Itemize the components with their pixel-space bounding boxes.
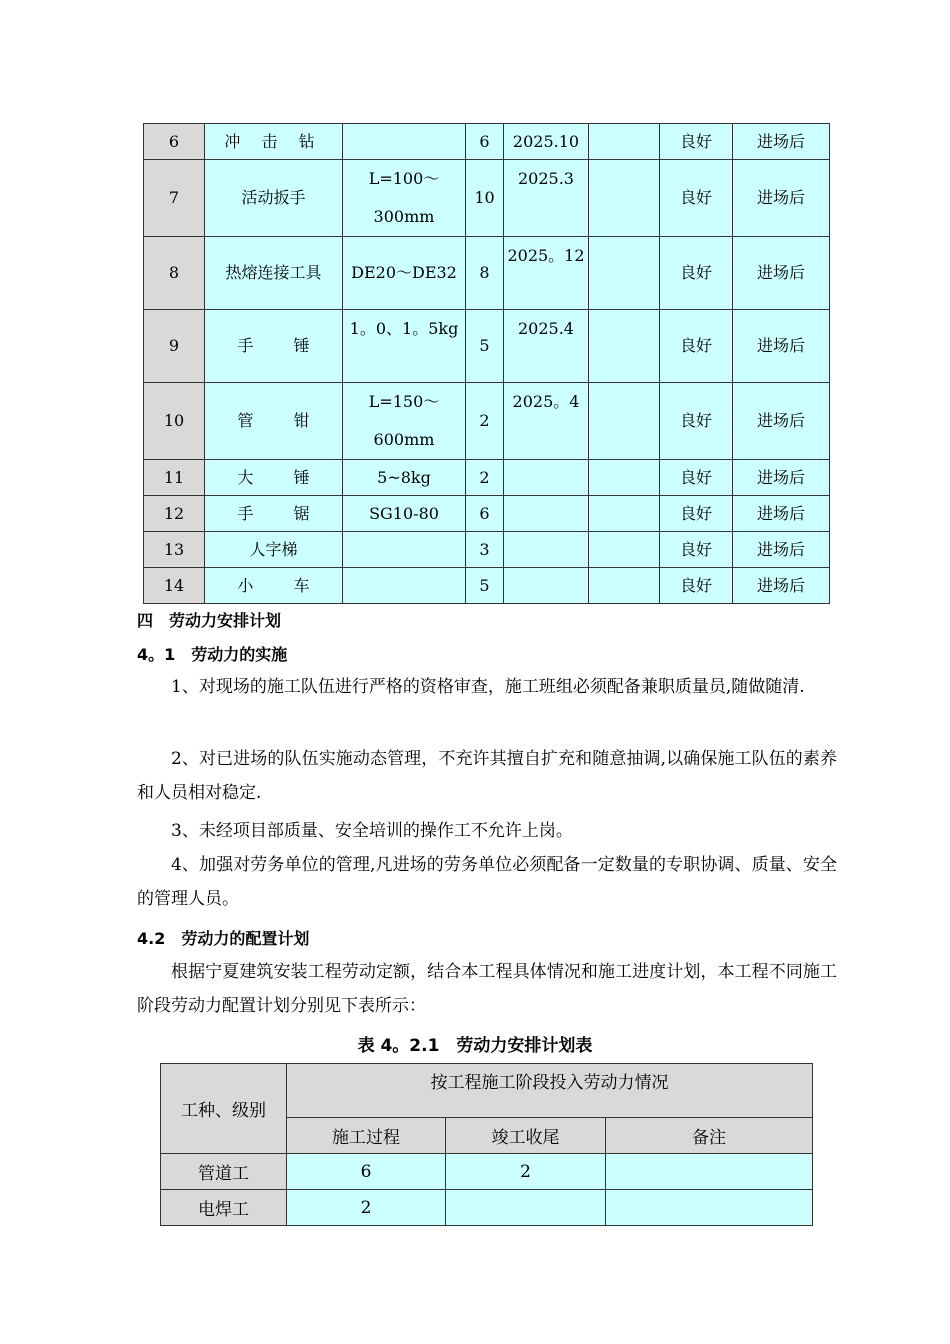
tool-qty: 10 [466,160,504,237]
tool-date: 2025.3 [504,160,589,237]
table-row [161,1190,813,1226]
tool-name: 手 锤 [205,310,343,383]
tool-qty: 8 [466,237,504,310]
tool-name: 手 锯 [205,496,343,532]
table-row [144,496,830,532]
table-row [144,160,830,237]
tool-name: 小 车 [205,568,343,604]
row-number: 6 [144,124,205,160]
row-number: 7 [144,160,205,237]
row-number: 14 [144,568,205,604]
tool-name: 大 锤 [205,460,343,496]
tool-date: 2025。4 [504,383,589,460]
tool-spec: DE20～DE32 [343,237,466,310]
empty-cell [589,532,660,568]
tool-spec [343,532,466,568]
table-row [144,237,830,310]
table-caption: 表 4。2.1 劳动力安排计划表 [357,1036,593,1056]
process-count: 2 [287,1190,446,1226]
tool-spec: 5~8kg [343,460,466,496]
tool-time: 进场后 [733,496,830,532]
note [606,1154,813,1190]
tool-state: 良好 [660,532,733,568]
finish-count [446,1190,606,1226]
tool-name: 管 钳 [205,383,343,460]
paragraph: 根据宁夏建筑安装工程劳动定额，结合本工程具体情况和施工进度计划，本工程不同施工阶段劳动力配置计划分别见下表所示： [137,962,837,1016]
empty-cell [589,160,660,237]
tool-qty: 6 [466,124,504,160]
tool-spec: 1。0、1。5kg [343,310,466,383]
tool-qty: 5 [466,310,504,383]
tool-time: 进场后 [733,532,830,568]
tool-state: 良好 [660,568,733,604]
row-number: 13 [144,532,205,568]
column-header-note: 备注 [606,1118,813,1154]
empty-cell [589,496,660,532]
tool-time: 进场后 [733,160,830,237]
empty-cell [589,460,660,496]
worker-type: 管道工 [161,1154,287,1190]
tool-name: 冲 击 钻 [205,124,343,160]
empty-cell [589,568,660,604]
tool-time: 进场后 [733,124,830,160]
paragraph: 4、加强对劳务单位的管理,凡进场的劳务单位必须配备一定数量的专职协调、质量、安全的管理人员。 [137,855,837,909]
tool-name: 活动扳手 [205,160,343,237]
tool-state: 良好 [660,460,733,496]
group-header: 按工程施工阶段投入劳动力情况 [287,1064,813,1118]
tool-date: 2025.4 [504,310,589,383]
subsection-heading: 4.2 劳动力的配置计划 [137,929,310,948]
column-header-process: 施工过程 [287,1118,446,1154]
tool-spec: L=100～300mm [343,160,466,237]
tool-state: 良好 [660,496,733,532]
column-header-finish: 竣工收尾 [446,1118,606,1154]
tool-spec: SG10-80 [343,496,466,532]
finish-count: 2 [446,1154,606,1190]
tool-date: 2025.10 [504,124,589,160]
tool-state: 良好 [660,237,733,310]
tool-qty: 5 [466,568,504,604]
table-row [161,1154,813,1190]
tool-name: 人字梯 [205,532,343,568]
tool-spec: L=150～600mm [343,383,466,460]
note [606,1190,813,1226]
tool-time: 进场后 [733,310,830,383]
row-number: 10 [144,383,205,460]
paragraph: 3、未经项目部质量、安全培训的操作工不允许上岗。 [171,821,573,841]
paragraph: 1、对现场的施工队伍进行严格的资格审查，施工班组必须配备兼职质量员,随做随清. [171,677,805,697]
row-number: 8 [144,237,205,310]
empty-cell [589,383,660,460]
tool-date [504,532,589,568]
tool-time: 进场后 [733,568,830,604]
row-number: 9 [144,310,205,383]
tool-time: 进场后 [733,237,830,310]
tool-time: 进场后 [733,460,830,496]
tool-state: 良好 [660,310,733,383]
labor-plan-table [160,1063,813,1226]
tool-date [504,568,589,604]
tool-time: 进场后 [733,383,830,460]
column-header-type: 工种、级别 [161,1064,287,1154]
tool-date: 2025。12 [504,237,589,310]
table-row [144,532,830,568]
worker-type: 电焊工 [161,1190,287,1226]
tool-state: 良好 [660,383,733,460]
table-row [144,310,830,383]
row-number: 11 [144,460,205,496]
subsection-heading: 4。1 劳动力的实施 [137,645,288,664]
tool-qty: 2 [466,460,504,496]
tool-state: 良好 [660,160,733,237]
paragraph: 2、对已进场的队伍实施动态管理，不充许其擅自扩充和随意抽调,以确保施工队伍的素养和人员相对稳定. [137,749,837,803]
process-count: 6 [287,1154,446,1190]
tool-state: 良好 [660,124,733,160]
tool-spec [343,124,466,160]
empty-cell [589,124,660,160]
tool-qty: 6 [466,496,504,532]
section-heading: 四 劳动力安排计划 [137,611,282,630]
empty-cell [589,310,660,383]
tool-qty: 2 [466,383,504,460]
table-row [144,568,830,604]
tool-date [504,460,589,496]
equipment-table [143,123,830,604]
empty-cell [589,237,660,310]
table-row [144,460,830,496]
tool-name: 热熔连接工具 [205,237,343,310]
table-row [144,383,830,460]
tool-date [504,496,589,532]
table-header-row [161,1064,813,1118]
tool-spec [343,568,466,604]
tool-qty: 3 [466,532,504,568]
row-number: 12 [144,496,205,532]
table-row [144,124,830,160]
